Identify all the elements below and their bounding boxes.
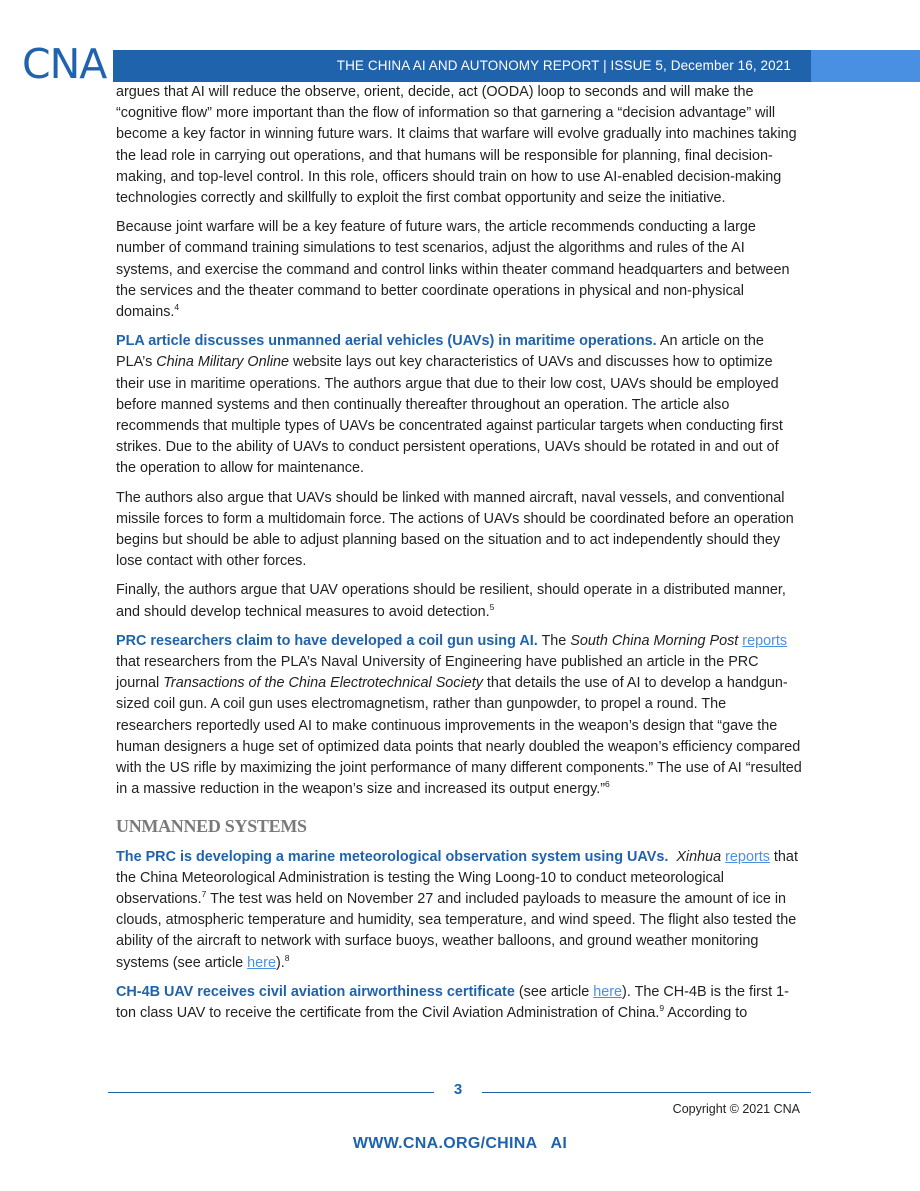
footnote-ref-8[interactable]: 8	[284, 952, 290, 963]
footer-rule-right	[482, 1092, 811, 1093]
footnote-ref-5[interactable]: 5	[489, 601, 495, 612]
lead-ch4b: CH-4B UAV receives civil aviation airworthiness certificate	[116, 983, 515, 1000]
report-title: THE CHINA AI AND AUTONOMY REPORT | ISSUE 5, December 16, 2021	[336, 58, 791, 73]
reports-link-xinhua[interactable]: reports	[725, 848, 770, 865]
logo-text: CNA	[22, 40, 107, 88]
here-link-ch4b[interactable]: here	[593, 983, 623, 1000]
footer-website[interactable]: WWW.CNA.ORG/CHINA AI	[352, 1135, 568, 1152]
paragraph-joint-warfare: Because joint warfare will be a key feature of future wars, the article recommends conducting a large number of command training simulations to test scenarios, adjust the algorithms and rules of the AI systems, and exercise the command and control links within theater command headquarters and between the services and the theater command to better coordinate operations in physical and non-physical domains.$^4$	[116, 219, 790, 321]
footnote-ref-7[interactable]: 7	[201, 889, 207, 900]
footnote-ref-4[interactable]: 4	[174, 302, 180, 313]
paragraph-coil-gun: PRC researchers claim to have developed a coil gun using AI. The South China Morning Post reports that researchers from the PLA’s Naval University of Engineering have published an article in the PRC journal Transactions of the China Electrotechnical Society that details the use of AI to develop a handgun-sized coil gun. A coil gun uses electromagnetism, rather than gunpowder, to propel a round. The researchers reportedly used AI to make continuous improvements in the weapon’s design that “gave the human designers a huge set of optimized data points that nearly doubled the weapon’s efficiency compared with the US rifle by maximizing the joint performance of many different components.” The use of AI “resulted in a massive reduction in the weapon’s size and increased its output energy.”$^6$	[116, 632, 802, 798]
header-bar	[113, 50, 811, 82]
lead-meteorological: The PRC is developing a marine meteorological observation system using UAVs.	[116, 848, 669, 865]
paragraph-uav-resilient: Finally, the authors argue that UAV operations should be resilient, should operate in a distributed manner, and should develop technical measures to avoid detection.$^5$	[116, 582, 786, 620]
section-heading-unmanned: UNMANNED SYSTEMS	[116, 815, 307, 836]
reports-link[interactable]: reports	[742, 632, 788, 649]
footer-rule-left	[108, 1092, 434, 1093]
lead-uav-maritime: PLA article discusses unmanned aerial vehicles (UAVs) in maritime operations.	[116, 333, 657, 350]
copyright-notice: Copyright © 2021 CNA	[672, 1102, 800, 1116]
cna-logo	[22, 40, 107, 88]
page-number: 3	[453, 1081, 463, 1098]
paragraph-ooda: argues that AI will reduce the observe, orient, decide, act (OODA) loop to seconds and will make the “cognitive flow” more important than the flow of information so that garnering a “decision advantage” will become a key factor in winning future wars. It claims that warfare will evolve gradually into machines taking the lead role in carrying out operations, and that humans will be responsible for planning, final decision-making, and top-level control. In this role, officers should train on how to use AI-enabled decision-making technologies correctly and skillfully to exploit the first combat opportunity and seize the initiative.	[116, 84, 797, 207]
page-body	[116, 82, 802, 1032]
lead-coil-gun: PRC researchers claim to have developed a coil gun using AI.	[116, 632, 538, 649]
paragraph-uav-multidomain: The authors also argue that UAVs should be linked with manned aircraft, naval vessels, and conventional missile forces to form a multidomain force. The actions of UAVs should be coordinated before an operation begins but should be able to adjust planning based on the situation and to act independently should they lose contact with other forces.	[116, 489, 794, 570]
here-link-meteorological[interactable]: here	[247, 954, 276, 971]
paragraph-ch4b: CH-4B UAV receives civil aviation airworthiness certificate (see article here). The CH-4B is the first 1-ton class UAV to receive the certificate from the Civil Aviation Administration of China.$^9$ According to	[116, 983, 789, 1021]
footnote-ref-6[interactable]: 6	[605, 779, 610, 790]
paragraph-meteorological: The PRC is developing a marine meteorological observation system using UAVs. Xinhua reports that the China Meteorological Administration is testing the Wing Loong-10 to conduct meteorological observations.$^7$ The test was held on November 27 and included payloads to measure the amount of ice in clouds, atmospheric temperature and humidity, sea temperature, and wind speed. The flight also tested the ability of the aircraft to network with surface buoys, weather balloons, and ground weather monitoring systems (see article here).$^8$	[116, 848, 798, 971]
header-bar-accent	[811, 50, 920, 82]
paragraph-uav-maritime: PLA article discusses unmanned aerial vehicles (UAVs) in maritime operations. An article on the PLA’s China Military Online website lays out key characteristics of UAVs and discusses how to optimize their use in maritime operations. The authors argue that due to their low cost, UAVs should be employed before manned systems and then continually thereafter throughout an operation. The article also recommends that multiple types of UAVs be concentrated against particular targets when conducting first strikes. Due to the ability of UAVs to conduct persistent operations, UAVs should be rotated in and out of the operation to allow for maintenance.	[116, 333, 783, 477]
footnote-ref-9[interactable]: 9	[659, 1003, 665, 1014]
